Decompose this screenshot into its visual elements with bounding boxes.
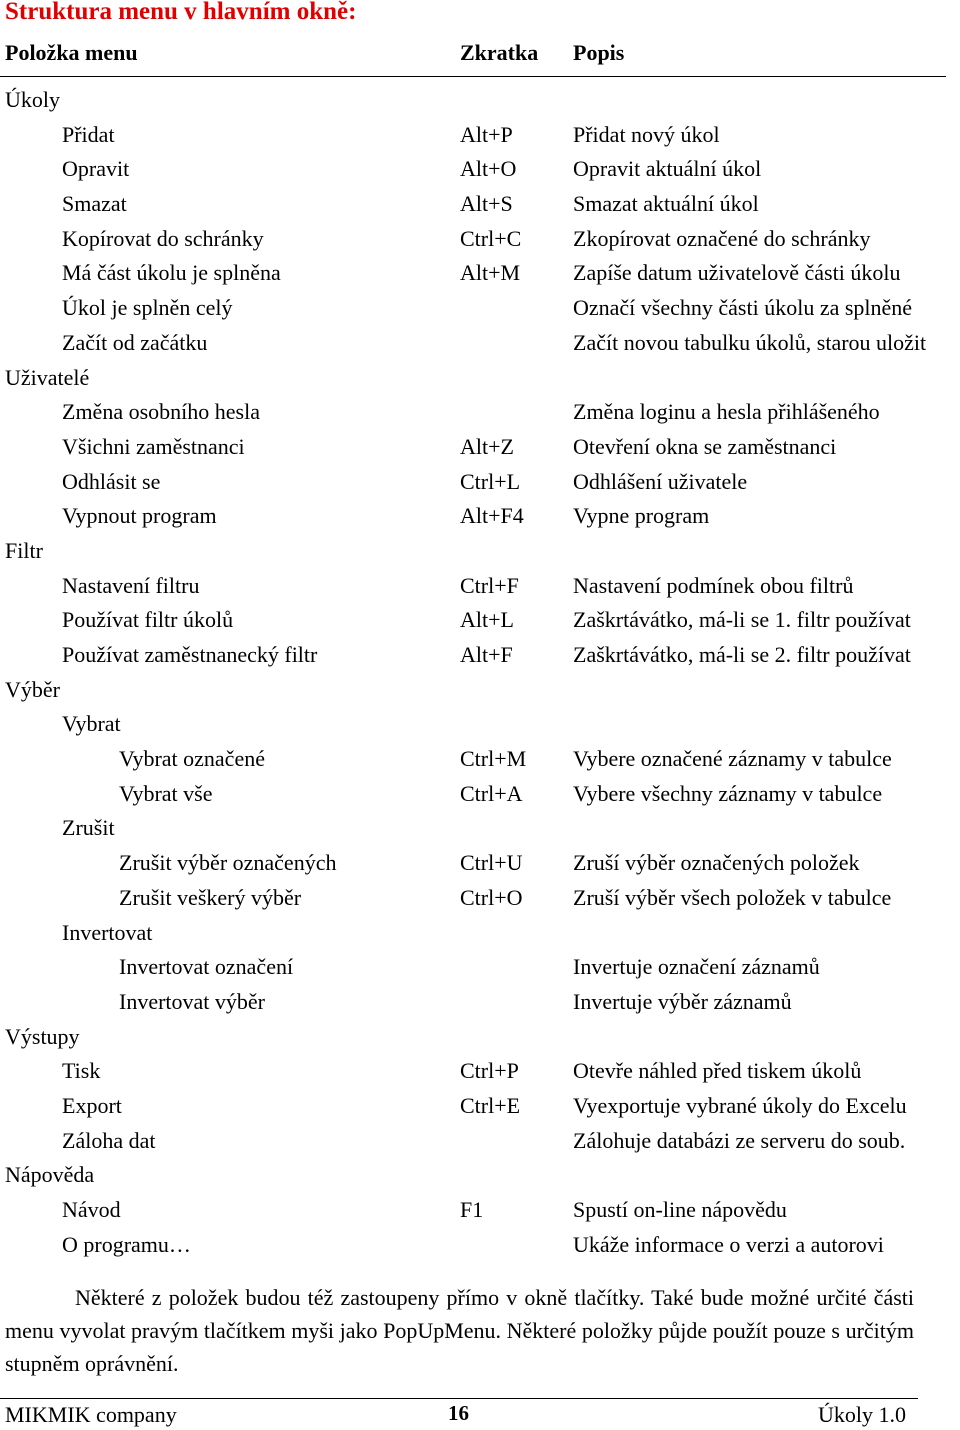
menu-item-label: Návod [62, 1197, 121, 1222]
menu-item-label: Nápověda [5, 1162, 95, 1188]
menu-item-label: Používat zaměstnanecký filtr [62, 642, 318, 667]
table-row [0, 465, 960, 500]
description-label: Zaškrtávátko, má-li se 1. filtr používat [573, 607, 911, 633]
table-row [0, 118, 960, 153]
shortcut-label: Alt+O [460, 156, 517, 182]
menu-item-label: Vybrat [62, 711, 121, 737]
menu-item-label: Smazat [62, 191, 127, 217]
column-header-item: Položka menu [5, 40, 138, 65]
table-row [0, 603, 960, 638]
table-row [0, 395, 960, 430]
table-row [0, 152, 960, 187]
table-row [0, 1054, 960, 1089]
shortcut-label: Ctrl+C [460, 225, 522, 251]
description-label: Vyexportuje vybrané úkoly do Excelu [573, 1092, 907, 1118]
table-row [0, 499, 960, 534]
footer-page-number: 16 [448, 1401, 469, 1425]
shortcut-label: Alt+M [460, 260, 521, 286]
page-title: Struktura menu v hlavním okně: [5, 0, 357, 25]
menu-item-label: Změna osobního hesla [62, 399, 260, 425]
shortcut-label: Ctrl+P [460, 1058, 519, 1084]
description-label: Vybere všechny záznamy v tabulce [573, 780, 883, 806]
description-label: Zaškrtávátko, má-li se 2. filtr používat [573, 642, 911, 667]
description-label: Vypne program [573, 503, 710, 529]
table-row [0, 569, 960, 604]
table-row [0, 1158, 960, 1193]
shortcut-label: Ctrl+E [460, 1092, 521, 1118]
shortcut-label: Alt+S [460, 191, 513, 217]
table-row [0, 707, 960, 742]
column-header-shortcut: Zkratka [460, 40, 539, 65]
table-row [0, 1020, 960, 1055]
menu-item-label: Úkoly [5, 87, 60, 112]
table-row [0, 1089, 960, 1124]
shortcut-label: Ctrl+M [460, 746, 527, 772]
description-label: Opravit aktuální úkol [573, 156, 762, 182]
menu-item-label: Invertovat označení [119, 954, 294, 980]
menu-item-label: Začít od začátku [62, 329, 208, 355]
description-label: Změna loginu a hesla přihlášeného [573, 399, 880, 425]
table-row [0, 534, 960, 569]
menu-structure-table [0, 83, 960, 1262]
description-label: Invertuje výběr záznamů [573, 988, 792, 1014]
menu-item-label: Odhlásit se [62, 468, 161, 494]
menu-item-label: Opravit [62, 156, 130, 182]
shortcut-label: Alt+Z [460, 433, 514, 459]
column-header-description: Popis [573, 40, 625, 65]
shortcut-label: Alt+L [460, 607, 514, 633]
description-label: Otevře náhled před tiskem úkolů [573, 1058, 862, 1084]
table-row [0, 950, 960, 985]
description-label: Nastavení podmínek obou filtrů [573, 572, 854, 598]
description-label: Přidat nový úkol [573, 121, 720, 147]
table-row [0, 638, 960, 673]
menu-item-label: Uživatelé [5, 364, 90, 390]
shortcut-label: Ctrl+U [460, 850, 523, 876]
shortcut-label: Ctrl+A [460, 780, 523, 806]
menu-item-label: Výstupy [5, 1023, 80, 1049]
table-row [0, 673, 960, 708]
table-row [0, 83, 960, 118]
description-label: Označí všechny části úkolu za splněné [573, 295, 913, 321]
description-label: Otevření okna se zaměstnanci [573, 433, 837, 459]
footer-company: MIKMIK company [5, 1402, 177, 1427]
menu-item-label: Filtr [5, 537, 43, 563]
menu-item-label: Všichni zaměstnanci [62, 433, 245, 459]
description-label: Ukáže informace o verzi a autorovi [573, 1231, 884, 1257]
table-row [0, 846, 960, 881]
shortcut-label: Alt+P [460, 121, 513, 147]
menu-item-label: Používat filtr úkolů [62, 607, 234, 633]
menu-item-label: Zrušit výběr označených [119, 850, 337, 876]
shortcut-label: Alt+F [460, 642, 513, 667]
description-label: Začít novou tabulku úkolů, starou uložit [573, 329, 927, 355]
description-label: Zálohuje databázi ze serveru do soub. [573, 1127, 906, 1153]
menu-item-label: Vybrat vše [119, 780, 213, 806]
table-row [0, 326, 960, 361]
table-row [0, 1124, 960, 1159]
menu-item-label: Úkol je splněn celý [62, 295, 233, 321]
table-row [0, 291, 960, 326]
description-label: Zkopírovat označené do schránky [573, 225, 871, 251]
description-label: Spustí on-line nápovědu [573, 1197, 787, 1222]
table-row [0, 222, 960, 257]
table-row [0, 742, 960, 777]
table-row [0, 811, 960, 846]
description-label: Invertuje označení záznamů [573, 954, 820, 980]
menu-item-label: Má část úkolu je splněna [62, 260, 281, 286]
table-row [0, 1193, 960, 1228]
menu-item-label: Nastavení filtru [62, 572, 200, 598]
menu-item-label: Vybrat označené [119, 746, 265, 772]
menu-item-label: Zrušit [62, 815, 115, 841]
footer-product: Úkoly 1.0 [818, 1402, 906, 1427]
table-row [0, 187, 960, 222]
menu-item-label: Vypnout program [62, 503, 217, 529]
shortcut-label: Ctrl+L [460, 468, 521, 494]
menu-item-label: Export [62, 1092, 122, 1118]
description-label: Zruší výběr označených položek [573, 850, 860, 876]
table-row [0, 256, 960, 291]
footer-divider [0, 1398, 918, 1399]
description-label: Odhlášení uživatele [573, 468, 748, 494]
note-paragraph: Některé z položek budou též zastoupeny přímo v okně tlačítky. Také bude možné určité části menu vyvolat pravým tlačítkem myši jako PopUpMenu. Některé položky půjde použít pouze s určitým stupněm oprávnění. [5, 1285, 914, 1376]
description-label: Smazat aktuální úkol [573, 191, 759, 217]
shortcut-label: F1 [460, 1197, 484, 1222]
table-row [0, 985, 960, 1020]
shortcut-label: Ctrl+F [460, 572, 519, 598]
description-label: Vybere označené záznamy v tabulce [573, 746, 892, 772]
table-row [0, 430, 960, 465]
shortcut-label: Alt+F4 [460, 503, 524, 529]
menu-item-label: Invertovat výběr [119, 988, 265, 1014]
table-row [0, 1228, 960, 1263]
header-divider [0, 76, 946, 77]
description-label: Zruší výběr všech položek v tabulce [573, 884, 892, 910]
menu-item-label: Tisk [62, 1058, 101, 1084]
table-row [0, 777, 960, 812]
table-row [0, 916, 960, 951]
menu-item-label: Zrušit veškerý výběr [119, 884, 302, 910]
table-row [0, 361, 960, 396]
menu-item-label: Výběr [5, 676, 60, 702]
menu-item-label: O programu… [62, 1231, 191, 1257]
menu-item-label: Přidat [62, 121, 115, 147]
description-label: Zapíše datum uživatelově části úkolu [573, 260, 901, 286]
menu-item-label: Invertovat [62, 919, 153, 945]
shortcut-label: Ctrl+O [460, 884, 523, 910]
menu-item-label: Záloha dat [62, 1127, 156, 1153]
menu-item-label: Kopírovat do schránky [62, 225, 264, 251]
table-row [0, 881, 960, 916]
